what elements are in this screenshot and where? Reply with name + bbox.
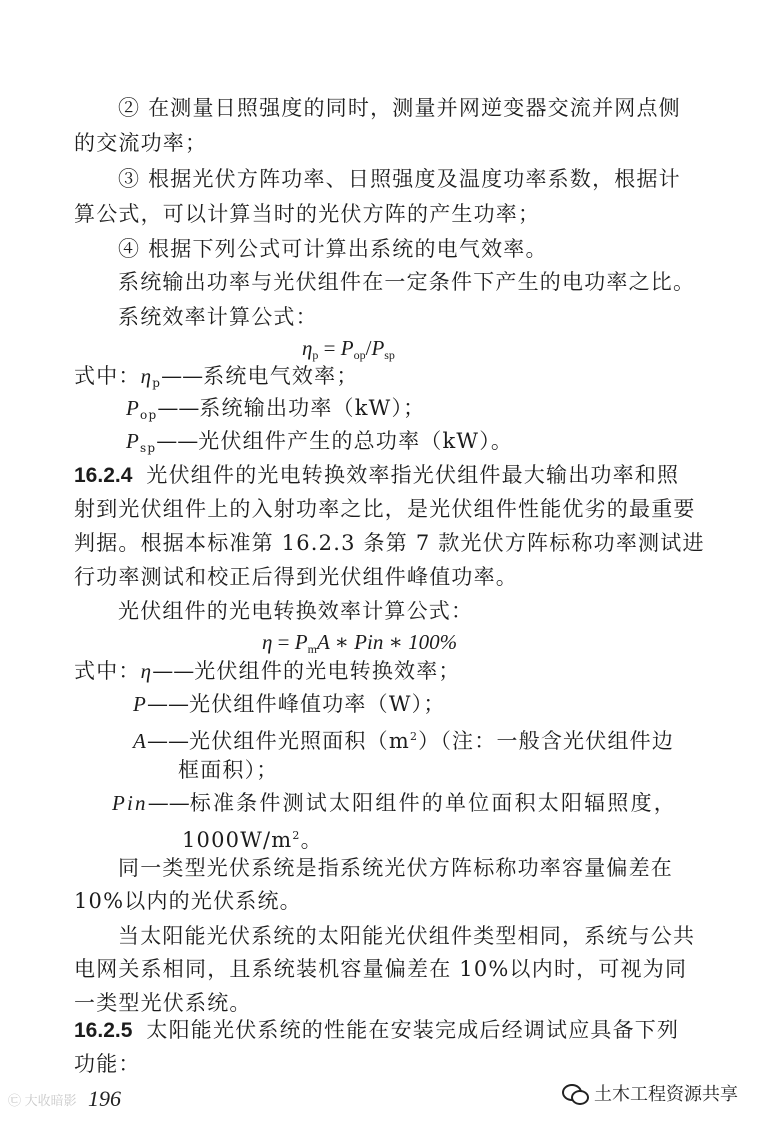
text-line: 当太阳能光伏系统的太阳能光伏组件类型相同，系统与公共 — [118, 924, 696, 948]
where-line: Pop——系统输出功率（kW）； — [126, 396, 426, 422]
watermark-right — [562, 1080, 738, 1106]
text-line: 判据。根据本标准第 16.2.3 条第 7 款光伏方阵标称功率测试进 — [74, 531, 705, 555]
where-line: A——光伏组件光照面积（m2）（注：一般含光伏组件边 — [133, 729, 675, 753]
where-line: P——光伏组件峰值功率（W）； — [133, 692, 446, 716]
text-line: 一类型光伏系统。 — [74, 991, 252, 1015]
where-line: 式中：ηp——系统电气效率； — [74, 364, 359, 390]
text-line: 同一类型光伏系统是指系统光伏方阵标称功率容量偏差在 — [118, 856, 673, 880]
text-line: ③ 根据光伏方阵功率、日照强度及温度功率系数，根据计 — [118, 167, 681, 191]
section-16-2-5: 16.2.5 太阳能光伏系统的性能在安装完成后经调试应具备下列 — [74, 1018, 680, 1042]
where-line: Pin——标准条件测试太阳组件的单位面积太阳辐照度， — [112, 791, 677, 815]
text-line: 框面积）； — [178, 758, 279, 782]
formula-system-efficiency: ηp = Pop/Psp — [302, 336, 395, 362]
wechat-icon — [562, 1082, 588, 1104]
text-line: 射到光伏组件上的入射功率之比，是光伏组件性能优劣的最重要 — [74, 497, 696, 521]
text-line: 算公式，可以计算当时的光伏方阵的产生功率； — [74, 202, 541, 226]
text-line: ② 在测量日照强度的同时，测量并网逆变器交流并网点侧 — [118, 96, 681, 120]
text-line: 电网关系相同，且系统装机容量偏差在 10%以内时，可视为同 — [74, 957, 688, 981]
where-line: Psp——光伏组件产生的总功率（kW）。 — [126, 429, 514, 455]
section-16-2-4: 16.2.4 光伏组件的光电转换效率指光伏组件最大输出功率和照 — [74, 463, 680, 487]
watermark-text: 土木工程资源共享 — [594, 1084, 738, 1104]
text-line: 功能： — [74, 1052, 141, 1076]
where-line: 式中：η——光伏组件的光电转换效率； — [74, 659, 461, 683]
text-line: 系统效率计算公式： — [118, 305, 318, 329]
text-line: 光伏组件的光电转换效率计算公式： — [118, 599, 474, 623]
watermark-left: ㉢ 大收暗影 — [8, 1093, 77, 1108]
text-line: 10%以内的光伏系统。 — [74, 889, 302, 913]
text-line: 的交流功率； — [74, 131, 208, 155]
page-number: 196 — [88, 1086, 121, 1111]
text-line: 系统输出功率与光伏组件在一定条件下产生的电功率之比。 — [118, 270, 696, 294]
text-line: 行功率测试和校正后得到光伏组件峰值功率。 — [74, 565, 518, 589]
text-line: ④ 根据下列公式可计算出系统的电气效率。 — [118, 237, 548, 261]
formula-conversion-efficiency: η = PmA ∗ Pin ∗ 100% — [262, 630, 458, 656]
text-line: 1000W/m2。 — [182, 828, 323, 852]
